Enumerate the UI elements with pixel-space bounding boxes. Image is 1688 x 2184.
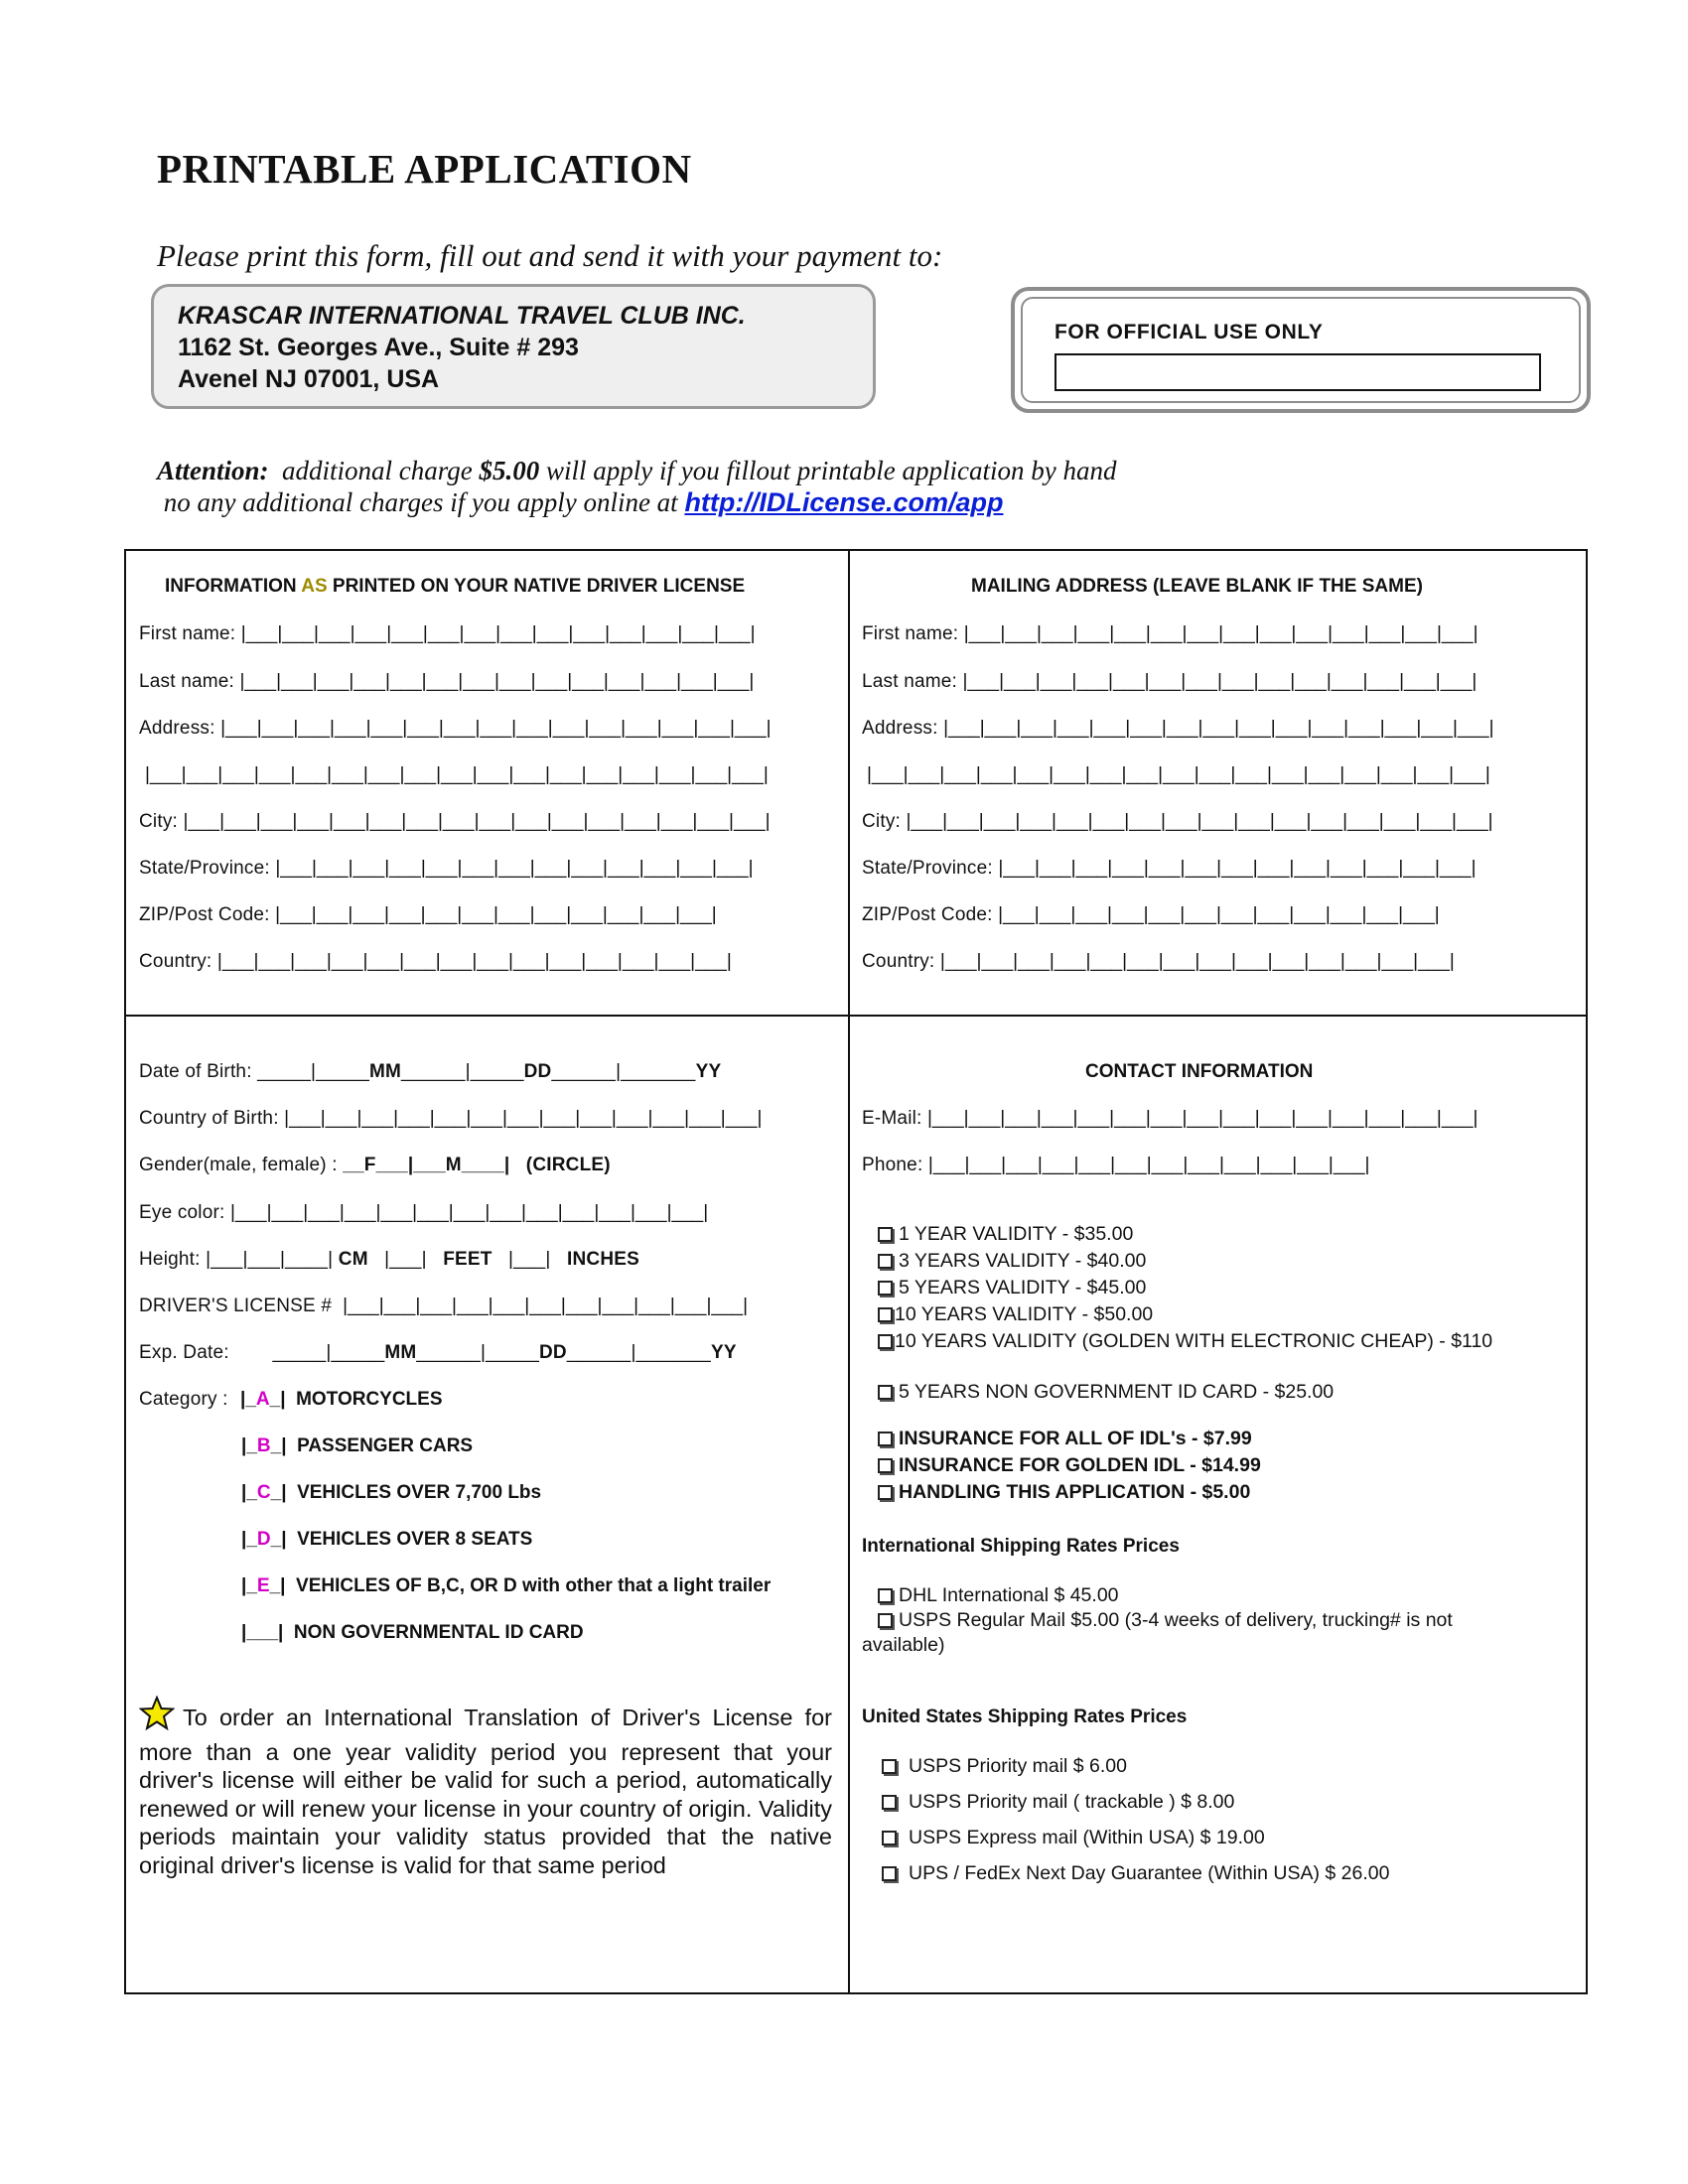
option-insurance-all[interactable]: INSURANCE FOR ALL OF IDL's - $7.99: [878, 1428, 1252, 1450]
dl-number-field[interactable]: DRIVER'S LICENSE # |___|___|___|___|___|___|___|___|___|___|___|: [139, 1296, 749, 1316]
category-c[interactable]: |_C_| VEHICLES OVER 7,700 Lbs: [241, 1482, 542, 1503]
height-field[interactable]: Height: |___|___|____| CM |___| FEET |___| INCHES: [139, 1249, 639, 1270]
checkbox-icon: [878, 1281, 893, 1296]
option-ups-fedex[interactable]: UPS / FedEx Next Day Guarantee (Within USA) $ 26.00: [882, 1862, 1389, 1885]
checkbox-icon: [878, 1613, 893, 1628]
mailing-address-box: [151, 284, 876, 409]
star-icon: [139, 1696, 175, 1738]
checkbox-icon: [878, 1588, 893, 1603]
apply-online-link[interactable]: http://IDLicense.com/app: [684, 487, 1004, 517]
option-usps-regular[interactable]: USPS Regular Mail $5.00 (3-4 weeks of delivery, trucking# is not: [878, 1609, 1453, 1632]
checkbox-icon: [882, 1831, 897, 1845]
option-dhl[interactable]: DHL International $ 45.00: [878, 1584, 1119, 1607]
eye-color-field[interactable]: Eye color: |___|___|___|___|___|___|___|___|___|___|___|___|___|: [139, 1202, 709, 1223]
checkbox-icon: [878, 1458, 893, 1473]
intl-shipping-heading: International Shipping Rates Prices: [862, 1536, 1180, 1557]
company-name: KRASCAR INTERNATIONAL TRAVEL CLUB INC.: [178, 302, 746, 330]
us-shipping-heading: United States Shipping Rates Prices: [862, 1706, 1188, 1727]
option-id-card[interactable]: 5 YEARS NON GOVERNMENT ID CARD - $25.00: [878, 1381, 1334, 1404]
checkbox-icon: [882, 1866, 897, 1881]
option-insurance-golden[interactable]: INSURANCE FOR GOLDEN IDL - $14.99: [878, 1454, 1261, 1477]
official-use-box: [1011, 287, 1591, 413]
license-zip-field[interactable]: ZIP/Post Code: |___|___|___|___|___|___|___|___|___|___|___|___|: [139, 904, 717, 925]
mailing-address-field-2[interactable]: |___|___|___|___|___|___|___|___|___|___|___|___|___|___|___|___|___|: [867, 764, 1490, 785]
license-address-field[interactable]: Address: |___|___|___|___|___|___|___|___|___|___|___|___|___|___|___|: [139, 718, 772, 739]
checkbox-icon: [878, 1432, 893, 1446]
option-handling[interactable]: HANDLING THIS APPLICATION - $5.00: [878, 1481, 1250, 1504]
mailing-zip-field[interactable]: ZIP/Post Code: |___|___|___|___|___|___|___|___|___|___|___|___|: [862, 904, 1440, 925]
official-use-label: FOR OFFICIAL USE ONLY: [1055, 321, 1324, 343]
mailing-country-field[interactable]: Country: |___|___|___|___|___|___|___|___|___|___|___|___|___|___|: [862, 951, 1455, 972]
category-a[interactable]: |_A_| MOTORCYCLES: [240, 1389, 443, 1410]
option-usps-priority-trackable[interactable]: USPS Priority mail ( trackable ) $ 8.00: [882, 1791, 1234, 1814]
option-usps-regular-cont: available): [862, 1634, 945, 1656]
checkbox-icon: [882, 1759, 897, 1774]
mailing-city-field[interactable]: City: |___|___|___|___|___|___|___|___|___|___|___|___|___|___|___|___|: [862, 811, 1493, 832]
license-last-name-field[interactable]: Last name: |___|___|___|___|___|___|___|___|___|___|___|___|___|___|: [139, 671, 755, 692]
mailing-heading: MAILING ADDRESS (LEAVE BLANK IF THE SAME): [971, 576, 1423, 597]
license-info-heading: INFORMATION AS PRINTED ON YOUR NATIVE DRIVER LICENSE: [165, 576, 746, 597]
official-use-field: [1055, 353, 1541, 391]
checkbox-icon: [878, 1334, 893, 1349]
license-city-field[interactable]: City: |___|___|___|___|___|___|___|___|___|___|___|___|___|___|___|___|: [139, 811, 771, 832]
category-label: Category :: [139, 1389, 228, 1410]
checkbox-icon: [882, 1795, 897, 1810]
license-address-field-2[interactable]: |___|___|___|___|___|___|___|___|___|___|___|___|___|___|___|___|___|: [145, 764, 769, 785]
mailing-first-name-field[interactable]: First name: |___|___|___|___|___|___|___|___|___|___|___|___|___|___|: [862, 623, 1478, 644]
mailing-last-name-field[interactable]: Last name: |___|___|___|___|___|___|___|___|___|___|___|___|___|___|: [862, 671, 1477, 692]
license-state-field[interactable]: State/Province: |___|___|___|___|___|___|___|___|___|___|___|___|___|: [139, 858, 754, 879]
attention-note: Attention: additional charge $5.00 will apply if you fillout printable application by hand no any additional charges if you apply online at http://IDLicense.com/app: [157, 456, 1117, 517]
email-field[interactable]: E-Mail: |___|___|___|___|___|___|___|___|___|___|___|___|___|___|___|: [862, 1108, 1478, 1129]
validity-note: To order an International Translation of Driver's License for more than a one year validity period you represent that your driver's license will either be valid for such a period, automatically renewed or will renew your license in your country of origin. Validity periods maintain your validity status provided that the native original driver's license is valid for that same period: [139, 1696, 832, 1879]
address-line-1: 1162 St. Georges Ave., Suite # 293: [178, 334, 579, 361]
category-e[interactable]: |_E_| VEHICLES OF B,C, OR D with other that a light trailer: [241, 1575, 772, 1596]
exp-date-field[interactable]: Exp. Date: _____|_____MM______|_____DD______|_______YY: [139, 1342, 737, 1363]
option-10-years-golden[interactable]: 10 YEARS VALIDITY (GOLDEN WITH ELECTRONIC CHEAP) - $110: [878, 1330, 1492, 1353]
contact-heading: CONTACT INFORMATION: [1085, 1061, 1314, 1082]
gender-field[interactable]: Gender(male, female) : __F___|___M____| (CIRCLE): [139, 1155, 611, 1175]
category-id-card[interactable]: |___| NON GOVERNMENTAL ID CARD: [241, 1622, 584, 1643]
checkbox-icon: [878, 1385, 893, 1400]
attention-amount: $5.00: [479, 456, 540, 485]
option-usps-express[interactable]: USPS Express mail (Within USA) $ 19.00: [882, 1827, 1265, 1849]
checkbox-icon: [878, 1227, 893, 1242]
address-line-2: Avenel NJ 07001, USA: [178, 365, 440, 393]
option-1-year[interactable]: 1 YEAR VALIDITY - $35.00: [878, 1223, 1133, 1246]
intro-text: Please print this form, fill out and send it with your payment to:: [157, 238, 943, 273]
checkbox-icon: [878, 1307, 893, 1322]
option-usps-priority[interactable]: USPS Priority mail $ 6.00: [882, 1755, 1127, 1778]
phone-field[interactable]: Phone: |___|___|___|___|___|___|___|___|___|___|___|___|: [862, 1155, 1370, 1175]
page-title: PRINTABLE APPLICATION: [157, 146, 692, 192]
country-of-birth-field[interactable]: Country of Birth: |___|___|___|___|___|___|___|___|___|___|___|___|___|: [139, 1108, 763, 1129]
license-first-name-field[interactable]: First name: |___|___|___|___|___|___|___|___|___|___|___|___|___|___|: [139, 623, 756, 644]
checkbox-icon: [878, 1254, 893, 1269]
checkbox-icon: [878, 1485, 893, 1500]
dob-field[interactable]: Date of Birth: _____|_____MM______|_____DD______|_______YY: [139, 1061, 722, 1082]
option-10-years[interactable]: 10 YEARS VALIDITY - $50.00: [878, 1303, 1153, 1326]
category-b[interactable]: |_B_| PASSENGER CARS: [241, 1435, 474, 1456]
mailing-address-field[interactable]: Address: |___|___|___|___|___|___|___|___|___|___|___|___|___|___|___|: [862, 718, 1494, 739]
option-3-years[interactable]: 3 YEARS VALIDITY - $40.00: [878, 1250, 1146, 1273]
category-d[interactable]: |_D_| VEHICLES OVER 8 SEATS: [241, 1529, 533, 1550]
option-5-years[interactable]: 5 YEARS VALIDITY - $45.00: [878, 1277, 1146, 1299]
attention-label: Attention:: [157, 456, 269, 485]
mailing-state-field[interactable]: State/Province: |___|___|___|___|___|___|___|___|___|___|___|___|___|: [862, 858, 1477, 879]
license-country-field[interactable]: Country: |___|___|___|___|___|___|___|___|___|___|___|___|___|___|: [139, 951, 732, 972]
